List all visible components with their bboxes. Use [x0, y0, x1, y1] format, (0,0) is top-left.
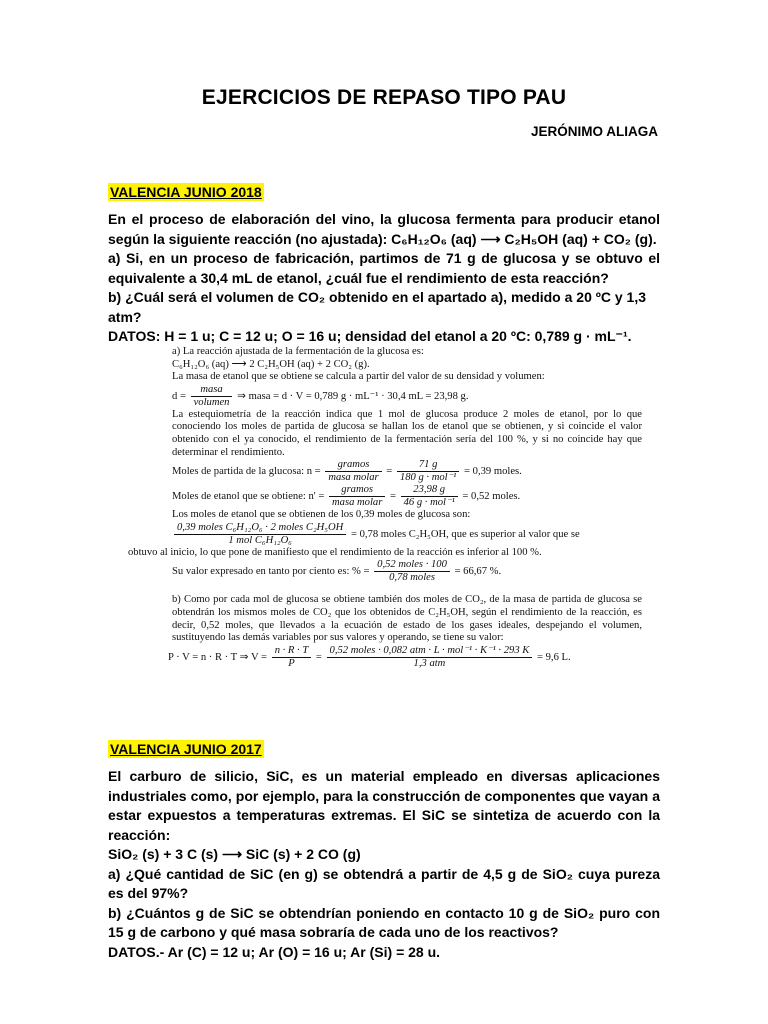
problem-2017-part-a: a) ¿Qué cantidad de SiC (en g) se obtendrá a partir de 4,5 g de SiO₂ cuya pureza es del 97%? — [108, 865, 660, 901]
problem-2017-part-b: b) ¿Cuántos g de SiC se obtendrían poniendo en contacto 10 g de SiO₂ puro con 15 g de carbono y qué masa sobraría de cada uno de los reactivos? — [108, 904, 660, 940]
moles-ethanol-equation: Moles de etanol que se obtiene: n' = $\frac{\text{gramos}}{\text{masa molar}}$ = $\frac{23,98 g}{\text{46 g · mol⁻¹}}$ = 0,52 moles. — [172, 484, 521, 509]
section-heading-2018: VALENCIA JUNIO 2018 — [110, 184, 262, 200]
section-heading-2017: VALENCIA JUNIO 2017 — [110, 741, 262, 757]
problem-2018 — [108, 210, 660, 347]
yield-equation: Su valor expresado en tanto por ciento es: % = $\frac{\text{0,52 moles · 100}}{\text{0,78 moles}}$ = 66,67 %. — [172, 559, 502, 584]
problem-2017 — [108, 767, 660, 962]
sol-a-mass-text: La masa de etanol que se obtiene se calcula a partir del valor de su densidad y volumen: — [172, 371, 545, 383]
sol-a-reaction: C₆H₁₂O₆ (aq) ⟶ 2 C₂H₅OH (aq) + 2 CO₂ (g). — [172, 358, 370, 370]
moles-glucose-equation: Moles de partida de la glucosa: n = $\frac{\text{gramos}}{\text{masa molar}}$ = $\frac{71 g}{\text{180 g · mol⁻¹}}$ = 0,39 moles. — [172, 459, 522, 484]
density-fraction: $\frac{\text{masa}}{\text{volumen}}$ — [191, 384, 233, 409]
conversion-continuation: obtuvo al inicio, lo que pone de manifiesto que el rendimiento de la reacción es inferior al 100 %. — [128, 546, 542, 558]
gas-equation: P · V = n · R · T ⇒ V = $\frac{n \cdot R \cdot T}{P}$ = $\frac{\text{0,52 moles · 0,082 atm · L · mol⁻¹ · K⁻¹ · 293 K}}{\text{1,3 atm}}$ = 9,6 L. — [168, 644, 571, 669]
problem-2017-reaction: SiO₂ (s) + 3 C (s) ⟶ SiC (s) + 2 CO (g) — [108, 846, 361, 862]
problem-2017-data: DATOS.- Ar (C) = 12 u; Ar (O) = 16 u; Ar (Si) = 28 u. — [108, 943, 441, 960]
author-name: JERÓNIMO ALIAGA — [530, 124, 658, 139]
solution-2018 — [128, 346, 642, 670]
problem-2018-data: DATOS: H = 1 u; C = 12 u; O = 16 u; densidad del etanol a 20 ºC: 0,789 g · mL⁻¹. — [108, 328, 632, 344]
conversion-equation: $\frac{\text{0,39 moles C₆H₁₂O₆ · 2 moles C₂H₅OH}}{\text{1 mol C₆H₁₂O₆}}$ = 0,78 moles C₂H₅OH, que es superior al valor que se — [128, 522, 642, 547]
density-equation: d = $\frac{\text{masa}}{\text{volumen}}$ ⇒ masa = d · V = 0,789 g · mL⁻¹ · 30,4 mL = 23,98 g. — [172, 383, 469, 408]
page-title: EJERCICIOS DE REPASO TIPO PAU — [201, 86, 567, 109]
sol-b-text: b) Como por cada mol de glucosa se obtiene también dos moles de CO₂, de la masa de partida de glucosa se obtendrán los mismos moles de CO₂ que los obtenidos de C₂H₅OH, según el rendimiento de la reacción, es decir, 0,52 moles, que llevados a la ecuación de estado de los gases ideales, despejando el volumen, sustituyendo las demás variables por sus valores y operando, se tiene su valor: — [172, 594, 642, 644]
problem-2018-part-a: a) Si, en un proceso de fabricación, partimos de 71 g de glucosa y se obtuvo el equivalente a 30,4 mL de etanol, ¿cuál fue el rendimiento de esta reacción? — [108, 250, 660, 286]
stoich-text: La estequiometría de la reacción indica que 1 mol de glucosa produce 2 moles de etanol, por lo que conociendo los moles de partida de glucosa se hallan los de etanol que se obtienen, y si coincide el valor obtenido con el ya conocido, el rendimiento de la fermentación sería del 100 %, y si no coincide hay que determinar el rendimiento. — [172, 408, 642, 458]
sol-a-intro: a) La reacción ajustada de la fermentación de la glucosa es: — [172, 346, 424, 357]
problem-2017-statement: El carburo de silicio, SiC, es un material empleado en diversas aplicaciones industriales como, por ejemplo, para la construcción de componentes que vayan a estar expuestos a temperaturas extremas. El SiC se sintetiza de acuerdo con la reacción: — [108, 768, 660, 843]
problem-2018-part-b: b) ¿Cuál será el volumen de CO₂ obtenido en el apartado a), medido a 20 ºC y 1,3 atm? — [108, 289, 647, 325]
problem-2018-statement: En el proceso de elaboración del vino, la glucosa fermenta para producir etanol según la siguiente reacción (no ajustada): C₆H₁₂O₆ (aq) ⟶ C₂H₅OH (aq) + CO₂ (g). — [108, 211, 660, 247]
from-glucose-text: Los moles de etanol que se obtienen de los 0,39 moles de glucosa son: — [172, 509, 471, 521]
